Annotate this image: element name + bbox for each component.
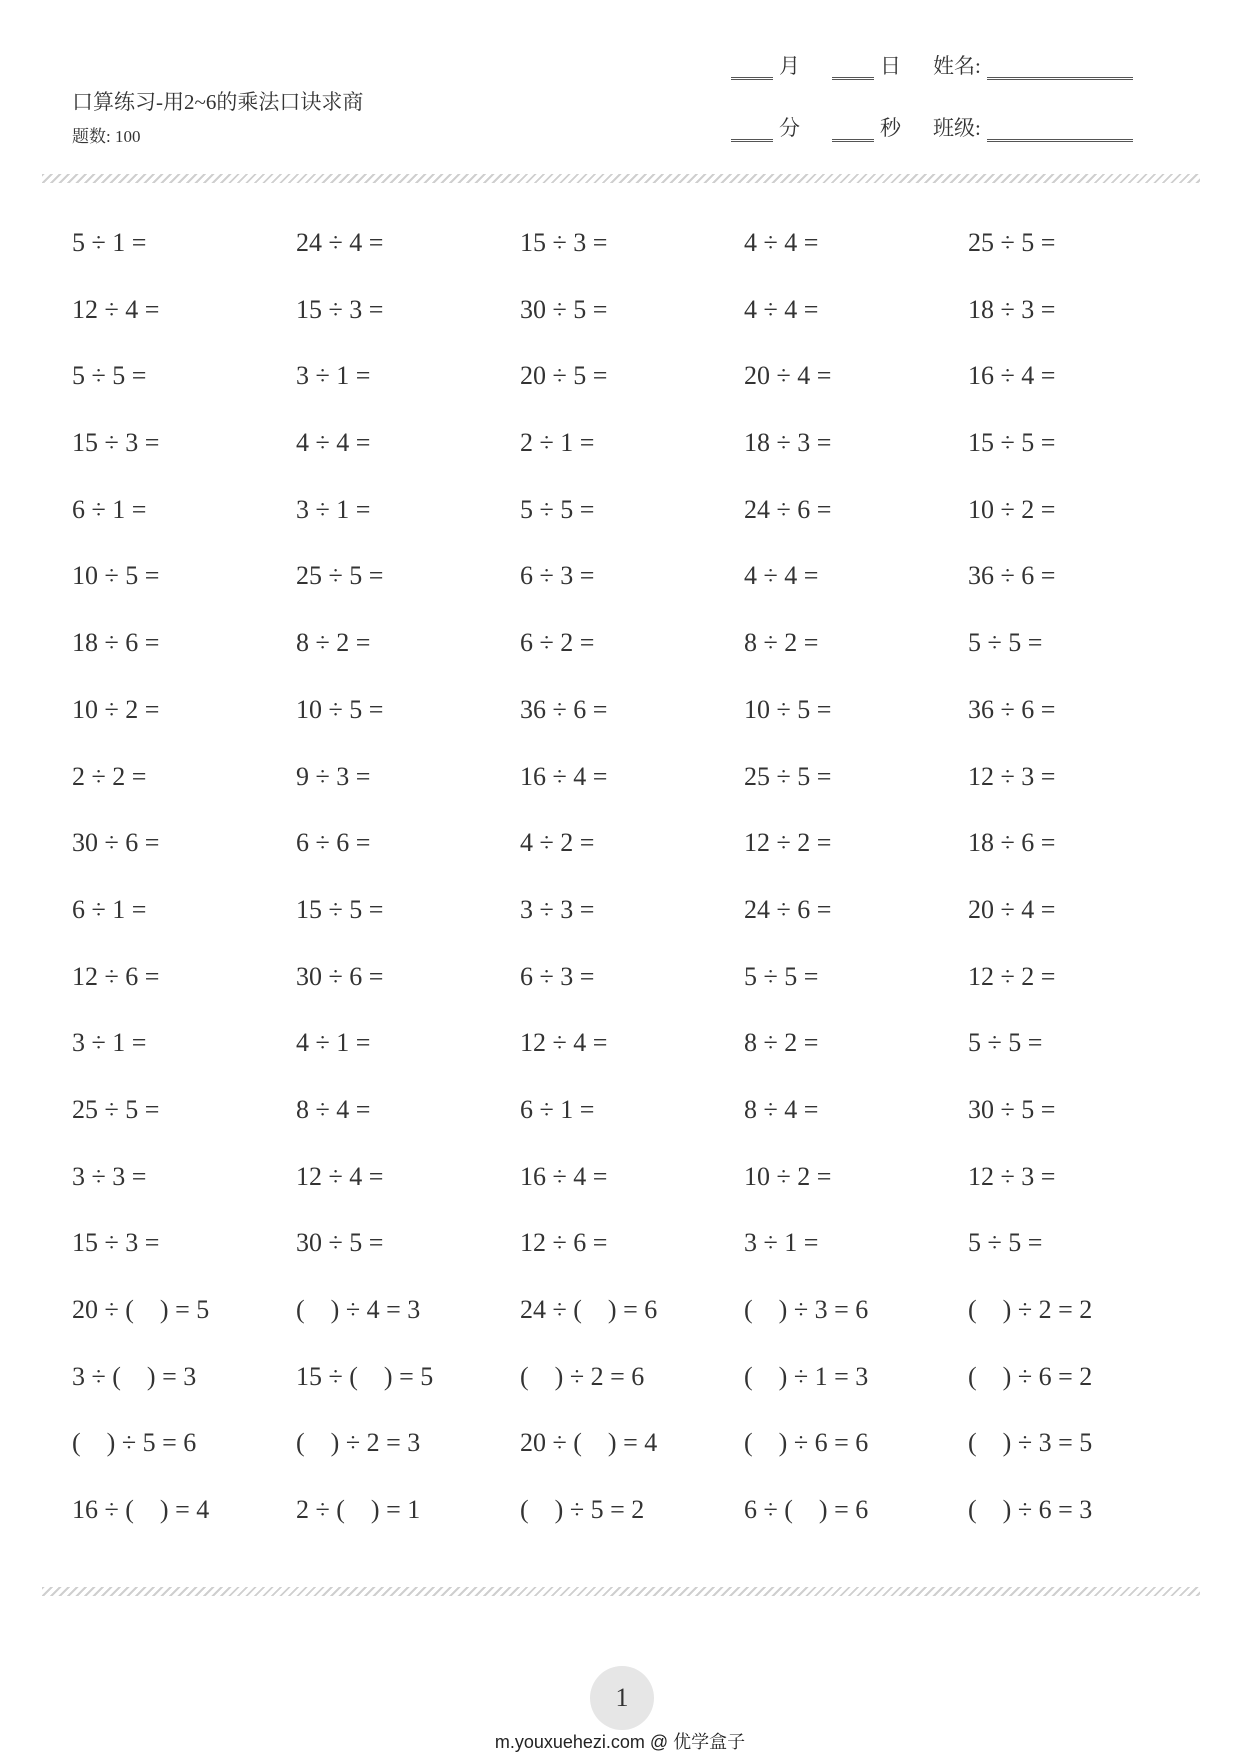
day-blank[interactable] [832, 71, 874, 80]
day-label: 日 [880, 54, 901, 78]
problem-item: 3 ÷ 1 = [296, 361, 371, 391]
problem-item: 2 ÷ 1 = [520, 428, 595, 458]
month-label: 月 [779, 54, 800, 78]
problem-item: 18 ÷ 6 = [968, 828, 1056, 858]
date-fields [731, 50, 901, 80]
bottom-divider [42, 1587, 1200, 1596]
problem-item: 6 ÷ 6 = [296, 828, 371, 858]
problem-item: 30 ÷ 6 = [296, 961, 384, 991]
problem-item: 12 ÷ 3 = [968, 1161, 1056, 1191]
problem-item: 4 ÷ 4 = [744, 294, 819, 324]
problem-item: ( ) ÷ 5 = 2 [520, 1495, 645, 1525]
class-blank[interactable] [987, 133, 1133, 142]
problem-item: 24 ÷ 6 = [744, 494, 832, 524]
problem-item: 36 ÷ 6 = [520, 694, 608, 724]
problem-item: ( ) ÷ 1 = 3 [744, 1361, 869, 1391]
problem-item: 6 ÷ 1 = [520, 1094, 595, 1124]
problem-item: 3 ÷ 1 = [296, 494, 371, 524]
problem-item: ( ) ÷ 5 = 6 [72, 1428, 197, 1458]
problem-item: 36 ÷ 6 = [968, 561, 1056, 591]
problem-row [72, 895, 1192, 962]
problem-item: 10 ÷ 5 = [744, 694, 832, 724]
problem-item: 18 ÷ 3 = [744, 428, 832, 458]
problem-item: 10 ÷ 2 = [72, 694, 160, 724]
problem-item: 4 ÷ 4 = [744, 561, 819, 591]
problem-item: 5 ÷ 5 = [72, 361, 147, 391]
problem-item: ( ) ÷ 2 = 6 [520, 1361, 645, 1391]
problem-item: 3 ÷ 1 = [72, 1028, 147, 1058]
problem-item: 30 ÷ 5 = [520, 294, 608, 324]
problem-item: 15 ÷ ( ) = 5 [296, 1361, 434, 1391]
problem-item: ( ) ÷ 6 = 2 [968, 1361, 1093, 1391]
problem-item: 18 ÷ 3 = [968, 294, 1056, 324]
problem-item: ( ) ÷ 6 = 6 [744, 1428, 869, 1458]
problem-item: 20 ÷ 4 = [968, 894, 1056, 924]
problem-item: 12 ÷ 2 = [744, 828, 832, 858]
problem-item: 12 ÷ 3 = [968, 761, 1056, 791]
problem-item: 20 ÷ ( ) = 5 [72, 1295, 210, 1324]
name-blank[interactable] [987, 71, 1133, 80]
problem-item: 15 ÷ 3 = [296, 294, 384, 324]
problem-row [72, 1028, 1192, 1095]
problem-item: ( ) ÷ 4 = 3 [296, 1295, 421, 1324]
problem-row [72, 228, 1192, 295]
problem-item: 18 ÷ 6 = [72, 628, 160, 658]
problem-item: 16 ÷ 4 = [520, 1161, 608, 1191]
problem-item: 16 ÷ ( ) = 4 [72, 1495, 210, 1525]
problem-row [72, 428, 1192, 495]
class-field [933, 112, 1133, 142]
problem-row [72, 762, 1192, 829]
problem-item: 8 ÷ 2 = [296, 628, 371, 658]
problem-item: 20 ÷ 5 = [520, 361, 608, 391]
second-label: 秒 [880, 116, 901, 140]
problem-item: 12 ÷ 6 = [72, 961, 160, 991]
problem-item: ( ) ÷ 3 = 5 [968, 1428, 1093, 1458]
problem-item: 16 ÷ 4 = [968, 361, 1056, 391]
problem-row [72, 1295, 1192, 1362]
problem-item: ( ) ÷ 2 = 3 [296, 1428, 421, 1458]
page-number: 1 [590, 1666, 654, 1730]
problem-item: 4 ÷ 4 = [296, 428, 371, 458]
problem-row [72, 1362, 1192, 1429]
problem-count: 题数: 100 [72, 127, 141, 146]
problem-item: 12 ÷ 4 = [296, 1161, 384, 1191]
class-label: 班级: [933, 116, 981, 140]
problem-item: 2 ÷ 2 = [72, 761, 147, 791]
problem-item: 15 ÷ 5 = [968, 428, 1056, 458]
problem-row [72, 962, 1192, 1029]
problem-item: 16 ÷ 4 = [520, 761, 608, 791]
problem-item: 4 ÷ 4 = [744, 228, 819, 257]
problem-item: 30 ÷ 5 = [296, 1228, 384, 1258]
problem-row [72, 628, 1192, 695]
problem-item: 6 ÷ ( ) = 6 [744, 1495, 869, 1525]
second-blank[interactable] [832, 133, 874, 142]
problem-row [72, 828, 1192, 895]
problem-item: 12 ÷ 2 = [968, 961, 1056, 991]
problem-item: ( ) ÷ 2 = 2 [968, 1295, 1093, 1324]
problem-item: 3 ÷ ( ) = 3 [72, 1361, 197, 1391]
problem-row [72, 361, 1192, 428]
month-blank[interactable] [731, 71, 773, 80]
problem-item: 24 ÷ ( ) = 6 [520, 1295, 658, 1324]
problem-item: 8 ÷ 2 = [744, 628, 819, 658]
problem-row [72, 1162, 1192, 1229]
problem-item: 10 ÷ 5 = [72, 561, 160, 591]
problem-item: 6 ÷ 3 = [520, 961, 595, 991]
problem-item: 15 ÷ 5 = [296, 894, 384, 924]
problem-row [72, 695, 1192, 762]
name-field [933, 50, 1133, 80]
problem-item: 24 ÷ 4 = [296, 228, 384, 257]
problem-item: 20 ÷ 4 = [744, 361, 832, 391]
problem-item: 5 ÷ 5 = [968, 1228, 1043, 1258]
top-divider [42, 174, 1200, 183]
problem-row [72, 1428, 1192, 1495]
problem-row [72, 495, 1192, 562]
problem-row [72, 1228, 1192, 1295]
problem-item: ( ) ÷ 6 = 3 [968, 1495, 1093, 1525]
problem-item: 5 ÷ 1 = [72, 228, 147, 257]
problem-item: 25 ÷ 5 = [744, 761, 832, 791]
problem-item: 5 ÷ 5 = [744, 961, 819, 991]
problem-item: 4 ÷ 2 = [520, 828, 595, 858]
time-fields [731, 112, 901, 142]
problem-item: 9 ÷ 3 = [296, 761, 371, 791]
problem-item: 24 ÷ 6 = [744, 894, 832, 924]
problem-item: 15 ÷ 3 = [520, 228, 608, 257]
problem-item: 12 ÷ 4 = [72, 294, 160, 324]
problem-item: 2 ÷ ( ) = 1 [296, 1495, 421, 1525]
problem-item: 25 ÷ 5 = [968, 228, 1056, 257]
worksheet-title: 口算练习-用2~6的乘法口诀求商 [72, 90, 364, 114]
footer-site: m.youxuehezi.com @ 优学盒子 [494, 1732, 746, 1752]
problem-item: ( ) ÷ 3 = 6 [744, 1295, 869, 1324]
problem-item: 8 ÷ 4 = [744, 1094, 819, 1124]
problem-item: 6 ÷ 3 = [520, 561, 595, 591]
problem-item: 5 ÷ 5 = [968, 1028, 1043, 1058]
problem-item: 5 ÷ 5 = [520, 494, 595, 524]
problem-row [72, 295, 1192, 362]
problem-item: 10 ÷ 5 = [296, 694, 384, 724]
problem-item: 25 ÷ 5 = [72, 1094, 160, 1124]
problem-item: 3 ÷ 1 = [744, 1228, 819, 1258]
problem-item: 6 ÷ 1 = [72, 894, 147, 924]
problem-item: 6 ÷ 1 = [72, 494, 147, 524]
problem-item: 25 ÷ 5 = [296, 561, 384, 591]
problem-item: 3 ÷ 3 = [520, 894, 595, 924]
problem-item: 8 ÷ 4 = [296, 1094, 371, 1124]
problem-item: 6 ÷ 2 = [520, 628, 595, 658]
problem-item: 12 ÷ 4 = [520, 1028, 608, 1058]
problem-item: 10 ÷ 2 = [744, 1161, 832, 1191]
minute-blank[interactable] [731, 133, 773, 142]
problem-item: 20 ÷ ( ) = 4 [520, 1428, 658, 1458]
problem-row [72, 1095, 1192, 1162]
problem-row [72, 561, 1192, 628]
problem-item: 30 ÷ 6 = [72, 828, 160, 858]
problem-item: 10 ÷ 2 = [968, 494, 1056, 524]
problem-item: 3 ÷ 3 = [72, 1161, 147, 1191]
problem-item: 8 ÷ 2 = [744, 1028, 819, 1058]
minute-label: 分 [779, 116, 800, 140]
problem-item: 12 ÷ 6 = [520, 1228, 608, 1258]
problem-item: 30 ÷ 5 = [968, 1094, 1056, 1124]
problem-grid [72, 228, 1192, 1562]
problem-row [72, 1495, 1192, 1562]
problem-item: 15 ÷ 3 = [72, 428, 160, 458]
problem-item: 15 ÷ 3 = [72, 1228, 160, 1258]
name-label: 姓名: [933, 54, 981, 78]
problem-item: 5 ÷ 5 = [968, 628, 1043, 658]
problem-item: 36 ÷ 6 = [968, 694, 1056, 724]
problem-item: 4 ÷ 1 = [296, 1028, 371, 1058]
